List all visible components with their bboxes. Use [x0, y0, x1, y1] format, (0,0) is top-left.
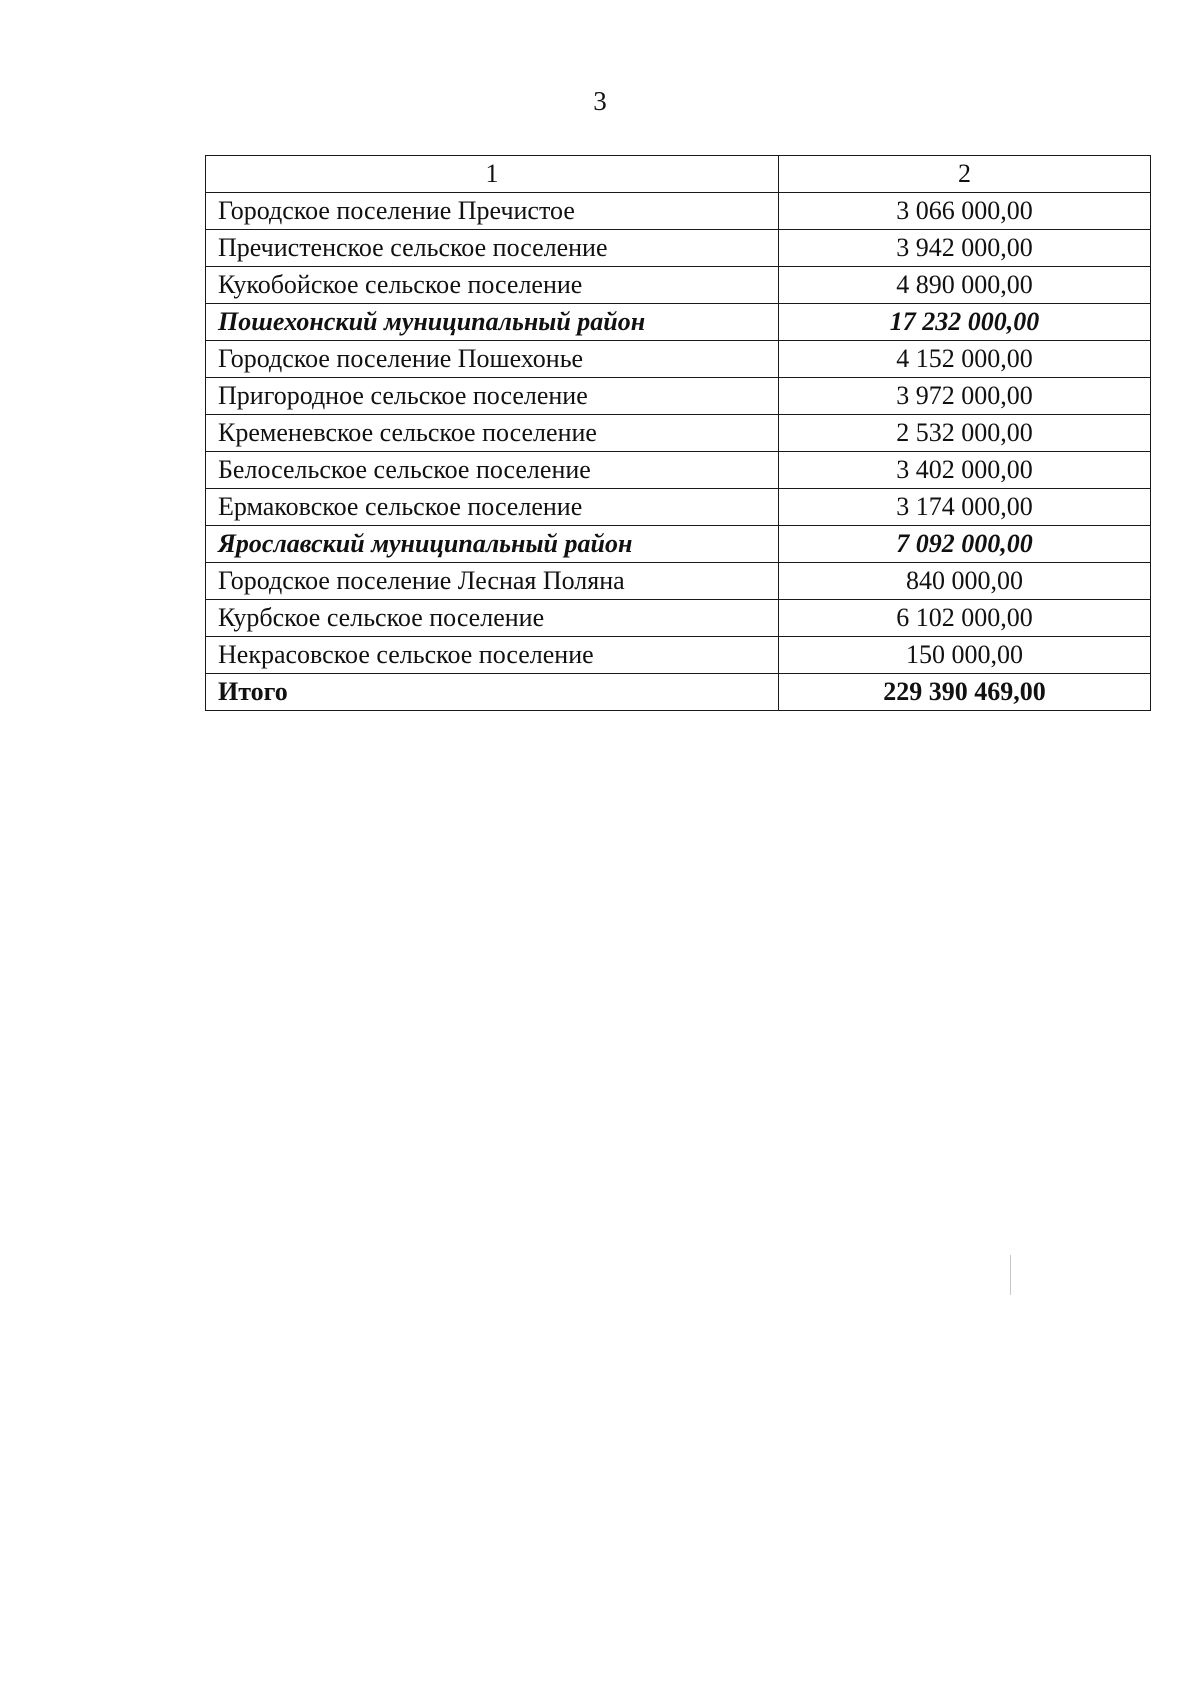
- amount-value: 3 972 000,00: [779, 378, 1151, 415]
- amount-value: 6 102 000,00: [779, 600, 1151, 637]
- table-row: [206, 563, 1151, 600]
- district-amount: 7 092 000,00: [779, 526, 1151, 563]
- district-name: Ярославский муниципальный район: [206, 526, 779, 563]
- table-row: [206, 452, 1151, 489]
- settlement-name: Городское поселение Пречистое: [206, 193, 779, 230]
- amount-value: 4 152 000,00: [779, 341, 1151, 378]
- amount-value: 3 402 000,00: [779, 452, 1151, 489]
- settlement-name: Пригородное сельское поселение: [206, 378, 779, 415]
- table-row: [206, 230, 1151, 267]
- settlement-name: Кукобойское сельское поселение: [206, 267, 779, 304]
- allocation-table: [205, 155, 1151, 711]
- settlement-name: Ермаковское сельское поселение: [206, 489, 779, 526]
- table-row: [206, 267, 1151, 304]
- table-row: [206, 378, 1151, 415]
- settlement-name: Городское поселение Лесная Поляна: [206, 563, 779, 600]
- table-row: [206, 637, 1151, 674]
- settlement-name: Некрасовское сельское поселение: [206, 637, 779, 674]
- table-row: [206, 341, 1151, 378]
- settlement-name: Пречистенское сельское поселение: [206, 230, 779, 267]
- table-header-row: [206, 156, 1151, 193]
- amount-value: 150 000,00: [779, 637, 1151, 674]
- amount-value: 3 942 000,00: [779, 230, 1151, 267]
- amount-value: 2 532 000,00: [779, 415, 1151, 452]
- district-amount: 17 232 000,00: [779, 304, 1151, 341]
- amount-value: 3 174 000,00: [779, 489, 1151, 526]
- total-amount: 229 390 469,00: [779, 674, 1151, 711]
- amount-value: 840 000,00: [779, 563, 1151, 600]
- district-name: Пошехонский муниципальный район: [206, 304, 779, 341]
- settlement-name: Кременевское сельское поселение: [206, 415, 779, 452]
- settlement-name: Белосельское сельское поселение: [206, 452, 779, 489]
- table-row: [206, 193, 1151, 230]
- column-header-1: 1: [206, 156, 779, 193]
- table-row: [206, 600, 1151, 637]
- settlement-name: Курбское сельское поселение: [206, 600, 779, 637]
- table-row: [206, 415, 1151, 452]
- column-header-2: 2: [779, 156, 1151, 193]
- settlement-name: Городское поселение Пошехонье: [206, 341, 779, 378]
- total-label: Итого: [206, 674, 779, 711]
- total-row: [206, 674, 1151, 711]
- district-subtotal-row: [206, 526, 1151, 563]
- district-subtotal-row: [206, 304, 1151, 341]
- amount-value: 3 066 000,00: [779, 193, 1151, 230]
- amount-value: 4 890 000,00: [779, 267, 1151, 304]
- page-number: 3: [593, 86, 607, 116]
- scan-artifact-line: [1010, 1255, 1011, 1295]
- table-row: [206, 489, 1151, 526]
